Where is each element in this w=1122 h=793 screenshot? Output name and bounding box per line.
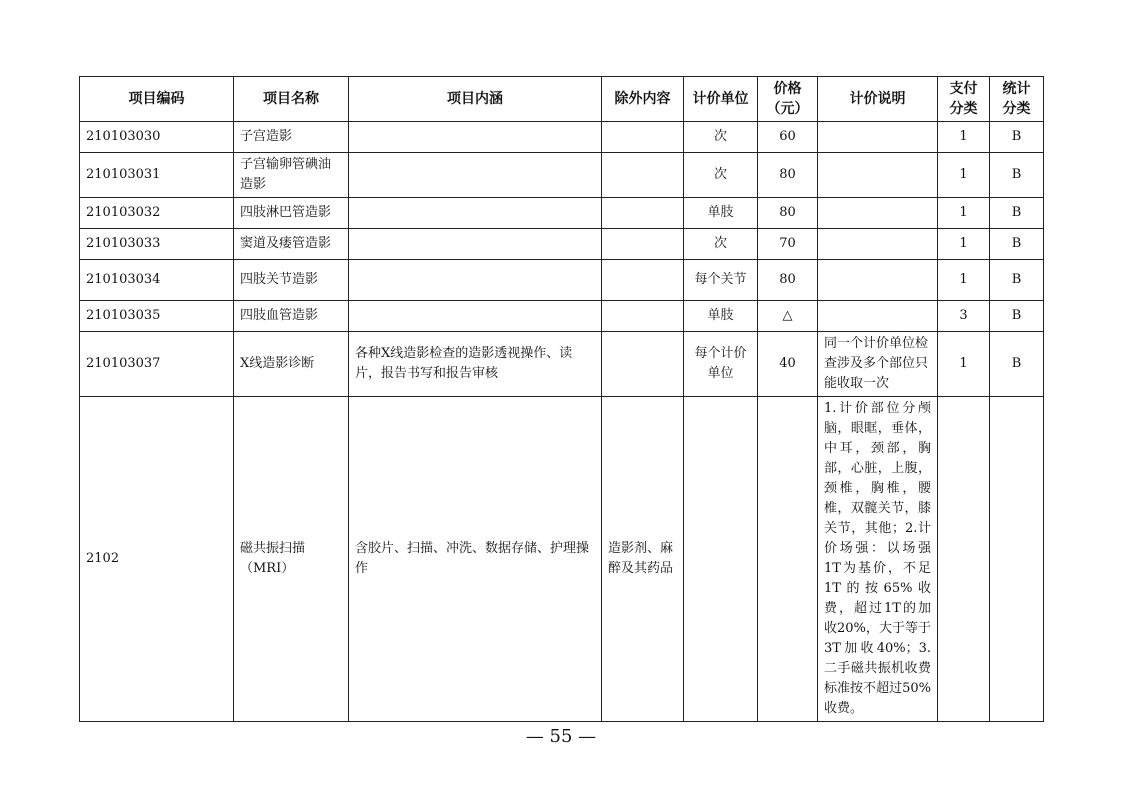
cell-name: X线造影诊断	[234, 332, 349, 397]
cell-pay: 1	[938, 122, 990, 153]
header-exclude: 除外内容	[602, 77, 684, 122]
cell-price	[758, 397, 818, 722]
header-row	[80, 77, 1044, 122]
cell-exclude	[602, 198, 684, 229]
cell-pay: 1	[938, 332, 990, 397]
cell-stat: B	[990, 260, 1044, 301]
cell-content	[349, 229, 602, 260]
header-unit: 计价单位	[684, 77, 758, 122]
cell-exclude	[602, 229, 684, 260]
cell-exclude	[602, 153, 684, 198]
cell-pay: 1	[938, 153, 990, 198]
header-pay: 支付分类	[938, 77, 990, 122]
header-stat: 统计分类	[990, 77, 1044, 122]
table-row	[80, 332, 1044, 397]
table-row	[80, 153, 1044, 198]
table-row	[80, 229, 1044, 260]
cell-note	[818, 229, 938, 260]
cell-code: 210103032	[80, 198, 234, 229]
cell-pay: 1	[938, 260, 990, 301]
cell-name: 四肢关节造影	[234, 260, 349, 301]
header-note: 计价说明	[818, 77, 938, 122]
cell-content: 各种X线造影检查的造影透视操作、读片，报告书写和报告审核	[349, 332, 602, 397]
cell-unit: 单肢	[684, 301, 758, 332]
cell-stat	[990, 397, 1044, 722]
cell-note	[818, 122, 938, 153]
cell-unit: 单肢	[684, 198, 758, 229]
header-price: 价格（元）	[758, 77, 818, 122]
cell-stat: B	[990, 122, 1044, 153]
cell-note: 1.计价部位分颅脑，眼眶，垂体，中耳，颈部，胸部，心脏，上腹，颈椎，胸椎，腰椎，双髋关节，膝关节，其他；2.计价场强：以场强1T为基价，不足1T的按65%收费，超过1T的加收20%，大于等于3T加收40%；3.二手磁共振机收费标准按不超过50%收费。	[818, 397, 938, 722]
cell-code: 210103034	[80, 260, 234, 301]
cell-name: 窦道及瘘管造影	[234, 229, 349, 260]
cell-note	[818, 153, 938, 198]
cell-exclude	[602, 260, 684, 301]
cell-content	[349, 122, 602, 153]
cell-code: 210103031	[80, 153, 234, 198]
cell-note	[818, 260, 938, 301]
table-row	[80, 397, 1044, 722]
cell-unit: 次	[684, 122, 758, 153]
header-name: 项目名称	[234, 77, 349, 122]
cell-exclude	[602, 332, 684, 397]
cell-note	[818, 301, 938, 332]
table-row	[80, 260, 1044, 301]
cell-pay: 1	[938, 229, 990, 260]
cell-content	[349, 260, 602, 301]
cell-price: 80	[758, 153, 818, 198]
cell-name: 子宫输卵管碘油造影	[234, 153, 349, 198]
cell-pay: 3	[938, 301, 990, 332]
cell-unit: 次	[684, 153, 758, 198]
header-content: 项目内涵	[349, 77, 602, 122]
table-row	[80, 198, 1044, 229]
cell-code: 2102	[80, 397, 234, 722]
page-number: — 55 —	[525, 726, 597, 747]
cell-code: 210103033	[80, 229, 234, 260]
table-row	[80, 301, 1044, 332]
cell-exclude	[602, 122, 684, 153]
cell-pay: 1	[938, 198, 990, 229]
cell-unit: 每个关节	[684, 260, 758, 301]
cell-price: △	[758, 301, 818, 332]
cell-stat: B	[990, 153, 1044, 198]
fee-table	[79, 76, 1044, 722]
cell-code: 210103037	[80, 332, 234, 397]
cell-exclude	[602, 301, 684, 332]
cell-stat: B	[990, 301, 1044, 332]
cell-name: 磁共振扫描（MRI）	[234, 397, 349, 722]
cell-content	[349, 301, 602, 332]
cell-stat: B	[990, 332, 1044, 397]
cell-stat: B	[990, 229, 1044, 260]
cell-stat: B	[990, 198, 1044, 229]
cell-price: 80	[758, 260, 818, 301]
cell-price: 80	[758, 198, 818, 229]
header-code: 项目编码	[80, 77, 234, 122]
cell-pay	[938, 397, 990, 722]
cell-unit	[684, 397, 758, 722]
cell-content: 含胶片、扫描、冲洗、数据存储、护理操作	[349, 397, 602, 722]
cell-note	[818, 198, 938, 229]
cell-price: 40	[758, 332, 818, 397]
cell-price: 60	[758, 122, 818, 153]
cell-name: 子宫造影	[234, 122, 349, 153]
cell-code: 210103035	[80, 301, 234, 332]
cell-unit: 次	[684, 229, 758, 260]
cell-price: 70	[758, 229, 818, 260]
table-row	[80, 122, 1044, 153]
cell-name: 四肢血管造影	[234, 301, 349, 332]
cell-note: 同一个计价单位检查涉及多个部位只能收取一次	[818, 332, 938, 397]
cell-content	[349, 198, 602, 229]
cell-exclude: 造影剂、麻醉及其药品	[602, 397, 684, 722]
cell-code: 210103030	[80, 122, 234, 153]
cell-content	[349, 153, 602, 198]
cell-name: 四肢淋巴管造影	[234, 198, 349, 229]
cell-unit: 每个计价单位	[684, 332, 758, 397]
